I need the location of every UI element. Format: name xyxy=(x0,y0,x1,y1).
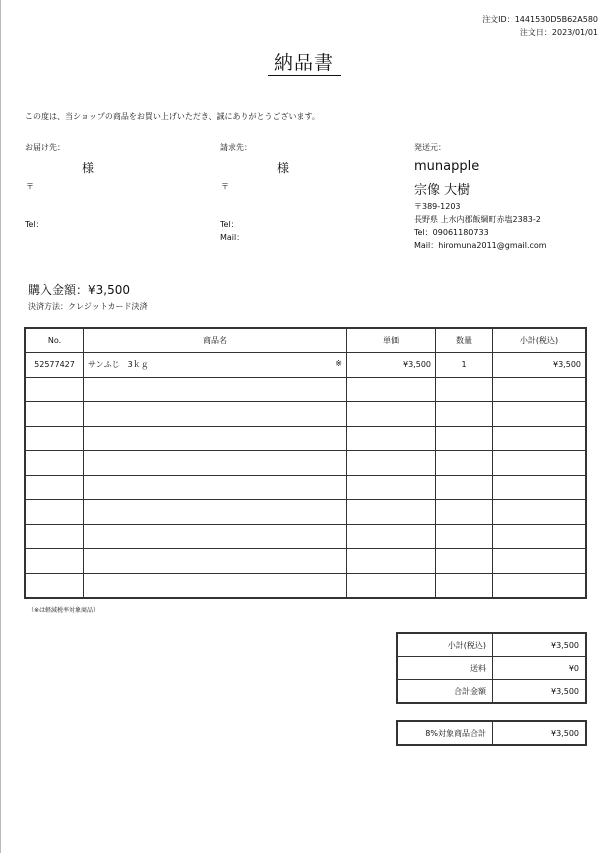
empty-cell xyxy=(84,500,347,525)
sender-postal: 〒389-1203 xyxy=(414,202,461,211)
empty-cell xyxy=(436,573,493,598)
empty-cell xyxy=(84,426,347,451)
totals-row-shipping xyxy=(397,657,586,680)
reduced-tax-mark: ※ xyxy=(335,359,342,369)
empty-cell xyxy=(436,475,493,500)
empty-cell xyxy=(84,475,347,500)
header-qty: 数量 xyxy=(436,328,493,353)
billing-tel-label: Tel： xyxy=(220,220,239,229)
tax-row-8pct xyxy=(397,721,586,745)
empty-cell xyxy=(493,402,587,427)
empty-cell xyxy=(25,573,84,598)
delivery-postal-mark: 〒 xyxy=(26,182,34,191)
empty-cell xyxy=(84,549,347,574)
page-edge xyxy=(0,0,1,853)
items-table xyxy=(24,327,587,599)
totals-table xyxy=(396,632,587,704)
header-name: 商品名 xyxy=(84,328,347,353)
empty-cell xyxy=(493,500,587,525)
reduced-tax-note: （※は軽減税率対象商品） xyxy=(28,607,100,614)
totals-grand-label: 合計金額 xyxy=(397,680,493,704)
billing-mail-label: Mail： xyxy=(220,233,245,242)
empty-cell xyxy=(493,451,587,476)
table-row-empty xyxy=(25,549,586,574)
empty-cell xyxy=(493,475,587,500)
empty-cell xyxy=(347,377,436,402)
greeting-text: この度は、当ショップの商品をお買い上げいただき、誠にありがとうございます。 xyxy=(25,112,320,121)
empty-cell xyxy=(436,377,493,402)
row-qty: 1 xyxy=(436,353,493,378)
empty-cell xyxy=(347,475,436,500)
table-row-empty xyxy=(25,524,586,549)
table-row-empty xyxy=(25,402,586,427)
header-price: 単価 xyxy=(347,328,436,353)
totals-subtotal-label: 小計(税込) xyxy=(397,633,493,657)
empty-cell xyxy=(493,377,587,402)
empty-cell xyxy=(25,524,84,549)
table-row-empty xyxy=(25,426,586,451)
table-row-empty xyxy=(25,377,586,402)
header-subtotal: 小計(税込) xyxy=(493,328,587,353)
sender-mail: Mail：hiromuna2011@gmail.com xyxy=(414,241,547,250)
empty-cell xyxy=(436,500,493,525)
table-row-empty xyxy=(25,451,586,476)
table-row-empty xyxy=(25,573,586,598)
empty-cell xyxy=(84,573,347,598)
totals-row-subtotal xyxy=(397,633,586,657)
purchase-amount: 購入金額：¥3,500 xyxy=(28,283,130,297)
billing-honorific: 様 xyxy=(277,161,290,175)
delivery-tel-label: Tel： xyxy=(25,220,44,229)
empty-cell xyxy=(347,524,436,549)
empty-cell xyxy=(25,426,84,451)
empty-cell xyxy=(25,549,84,574)
empty-cell xyxy=(84,451,347,476)
empty-cell xyxy=(25,500,84,525)
totals-shipping-value: ¥0 xyxy=(493,657,587,680)
empty-cell xyxy=(436,426,493,451)
empty-cell xyxy=(347,573,436,598)
tax-8pct-label: 8%対象商品合計 xyxy=(397,721,493,745)
empty-cell xyxy=(493,549,587,574)
tax-8pct-value: ¥3,500 xyxy=(493,721,587,745)
sender-shop-name: munapple xyxy=(414,159,480,174)
empty-cell xyxy=(493,524,587,549)
empty-cell xyxy=(436,402,493,427)
sender-label: 発送元： xyxy=(414,143,446,152)
totals-subtotal-value: ¥3,500 xyxy=(493,633,587,657)
table-row-empty xyxy=(25,500,586,525)
empty-cell xyxy=(25,475,84,500)
empty-cell xyxy=(25,451,84,476)
empty-cell xyxy=(436,524,493,549)
order-date: 注文日：2023/01/01 xyxy=(519,28,598,37)
sender-tel: Tel：09061180733 xyxy=(414,228,489,237)
empty-cell xyxy=(84,377,347,402)
title-underline xyxy=(268,75,341,76)
empty-cell xyxy=(25,377,84,402)
delivery-honorific: 様 xyxy=(82,161,95,175)
empty-cell xyxy=(436,549,493,574)
row-price: ¥3,500 xyxy=(347,353,436,378)
order-id: 注文ID：1441530D5B62A580 xyxy=(482,15,598,24)
empty-cell xyxy=(347,426,436,451)
empty-cell xyxy=(25,402,84,427)
empty-cell xyxy=(493,573,587,598)
sender-person: 宗像 大樹 xyxy=(414,183,471,198)
row-name-cell xyxy=(84,353,347,378)
empty-cell xyxy=(84,402,347,427)
empty-cell xyxy=(436,451,493,476)
payment-method: 決済方法：クレジットカード決済 xyxy=(28,302,148,311)
empty-cell xyxy=(493,426,587,451)
empty-cell xyxy=(347,549,436,574)
empty-cell xyxy=(84,524,347,549)
delivery-label: お届け先： xyxy=(25,143,65,152)
tax-summary-table xyxy=(396,720,587,746)
totals-grand-value: ¥3,500 xyxy=(493,680,587,704)
empty-cell xyxy=(347,451,436,476)
totals-row-grand xyxy=(397,680,586,704)
page-title: 納品書 xyxy=(273,52,334,74)
sender-address: 長野県 上水内郡飯綱町赤塩2383-2 xyxy=(414,215,541,224)
empty-cell xyxy=(347,500,436,525)
billing-postal-mark: 〒 xyxy=(221,182,229,191)
table-row-empty xyxy=(25,475,586,500)
header-no: No. xyxy=(25,328,84,353)
row-subtotal: ¥3,500 xyxy=(493,353,587,378)
billing-label: 請求先： xyxy=(220,143,252,152)
row-name: サンふじ 3ｋｇ xyxy=(88,360,149,370)
totals-shipping-label: 送料 xyxy=(397,657,493,680)
row-no: 52577427 xyxy=(25,353,84,378)
empty-cell xyxy=(347,402,436,427)
items-header-row xyxy=(25,328,586,353)
table-row xyxy=(25,353,586,378)
